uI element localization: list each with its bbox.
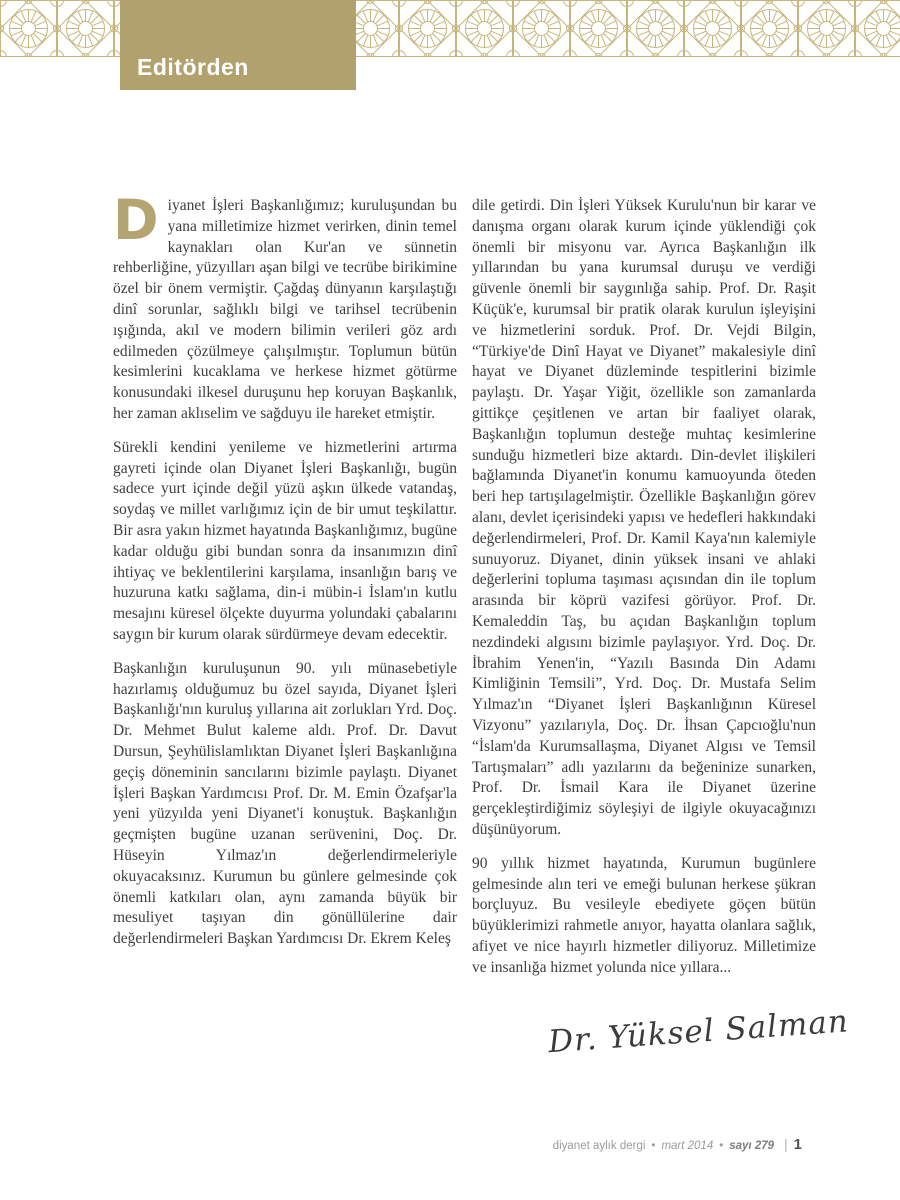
footer-separator: • <box>651 1140 656 1152</box>
section-header-box <box>120 0 356 90</box>
footer-separator: • <box>719 1140 724 1152</box>
journal-name: diyanet aylık dergi <box>552 1140 646 1152</box>
drop-cap: D <box>113 188 159 252</box>
paragraph: 90 yıllık hizmet hayatında, Kurumun bugünlere gelmesinde alın teri ve emeği bulunan herkese şükran borçluyuz. Bu vesileyle ebediyete göçen bütün büyüklerimizi rahmetle anıyor, hayatta olanlara sağlık, afiyet ve nice hayırlı hizmetler diliyoruz. Milletimize ve insanlığa hizmet yolunda nice yıllara... <box>472 854 816 976</box>
signature: Dr. Yüksel Salman <box>547 1003 850 1061</box>
paragraph-text: iyanet İşleri Başkanlığımız; kuruluşundan bu yana milletimize hizmet verirken, dinin temel kaynakları olan Kur'an ve sünnetin rehberliğine, yüzyılları aşan bilgi ve tecrübe birikimine özel bir önem vermiştir. Çağdaş dünyanın karşılaştığı dinî sorunlar, sağlıklı bilgi ve tarihsel tecrübenin ışığında, akıl ve modern bilimin verileri göz ardı edilmeden çözülmeye çalışılmıştır. Toplumun bütün kesimlerini kucaklama ve herkese hizmet götürme konusundaki ilkesel duruşunu hep koruyan Başkanlık, her zaman aklıselim ve sağduyu ile hareket etmiştir. <box>113 197 457 422</box>
right-column <box>472 196 816 978</box>
issue-date: mart 2014 <box>661 1140 714 1152</box>
page-number: 1 <box>793 1136 802 1153</box>
issue-number: sayı 279 <box>729 1140 775 1152</box>
left-column <box>113 188 457 978</box>
paragraph: dile getirdi. Din İşleri Yüksek Kurulu'nun bir karar ve danışma organı olarak kurum içinde yüklendiği çok önemli bir misyonu var. Ayrıca Başkanlığın ilk yıllarından bu yana kurumsal duruşu ve verdiği güvenle önemli bir saygınlığa sahip. Prof. Dr. Raşit Küçük'e, kurumsal bir pratik olarak kurulun işleyişini ve hizmetlerini sorduk. Prof. Dr. Vejdi Bilgin, “Türkiye'de Dinî Hayat ve Diyanet” makalesiyle dinî hayat ve Diyanet düzleminde tespitlerini bizimle paylaştı. Dr. Yaşar Yiğit, özellikle son zamanlarda gittikçe çeşitlenen ve artan bir faaliyet olarak, Başkanlığın toplumun desteğe muhtaç kesimlerine sunduğu hizmetleri bize aktardı. Din-devlet ilişkileri bağlamında Diyanet'in konumu kamuoyunda öteden beri hep tartışılagelmiştir. Özellikle Başkanlığın görev alanı, devlet içerisindeki yapısı ve hedefleri hakkındaki değerlendirmeleri, Prof. Dr. Kamil Kaya'nın kalemiyle sunuyoruz. Diyanet, dinin yüksek insani ve ahlaki değerlerini topluma taşıması açısından din ile toplum arasında bir köprü vazifesi görüyor. Prof. Dr. Kemaleddin Taş, bu açıdan Başkanlığın toplum nezdindeki algısını bizimle paylaşıyor. Yrd. Doç. Dr. İbrahim Yenen'in, “Yazılı Basında Din Adamı Kimliğinin Temsili”, Yrd. Doç. Dr. Mustafa Selim Yılmaz'ın “Diyanet İşleri Başkanlığının Küresel Vizyonu” yazılarıyla, Doç. Dr. İhsan Çapcıoğlu'nun “İslam'da Kurumsallaşma, Diyanet Algısı ve Temsil Tartışmaları” adlı yazılarını da beğeninize sunarken, Prof. Dr. İsmail Kara ile Diyanet üzerine gerçekleştirdiğimiz söyleşiyi de ilgiyle okuyacağınızı düşünüyorum. <box>472 197 816 838</box>
section-title: Editörden <box>137 54 249 80</box>
page-footer <box>553 1136 802 1153</box>
footer-divider: | <box>784 1136 788 1152</box>
paragraph: Sürekli kendini yenileme ve hizmetlerini artırma gayreti içinde olan Diyanet İşleri Başkanlığı, bugün sadece yurt içinde değil yüzü aşkın ülkede vatandaş, soydaş ve millet varlığımız için de bir umut teşkilattır. Bir asra yakın hizmet hayatında Başkanlığımız, bugüne kadar olduğu gibi bundan sonra da insanımızın dinî ihtiyaç ve beklentilerini karşılama, insanlığın barış ve huzuruna katkı sağlama, din-i mübin-i İslam'ın kutlu mesajını küresel ölçekte duyurma yolundaki çabalarını saygın bir kurum olarak sürdürmeye devam edecektir. <box>113 438 457 643</box>
paragraph: Başkanlığın kuruluşunun 90. yılı münasebetiyle hazırlamış olduğumuz bu özel sayıda, Diyanet İşleri Başkanlığı'nın kuruluş yıllarına ait zorlukları Yrd. Doç. Dr. Mehmet Bulut kaleme aldı. Prof. Dr. Davut Dursun, Şeyhülislamlıktan Diyanet İşleri Başkanlığına geçiş döneminin sancılarını bizimle paylaştı. Diyanet İşleri Başkan Yardımcısı Prof. Dr. M. Emin Özafşar'la yeni yüzyılda yeni Diyanet'i konuştuk. Başkanlığın geçmişten bugüne uzanan serüvenini, Doç. Dr. Hüseyin Yılmaz'ın değerlendirmeleriyle okuyacaksınız. Kurumun bu günlere gelmesinde çok önemli katkıları olan, aynı zamanda büyük bir mesuliyet taşıyan din gönüllülerine dair değerlendirmeleri Başkan Yardımcısı Dr. Ekrem Keleş <box>113 659 457 948</box>
paragraph <box>113 188 457 425</box>
editorial-body <box>113 188 817 978</box>
